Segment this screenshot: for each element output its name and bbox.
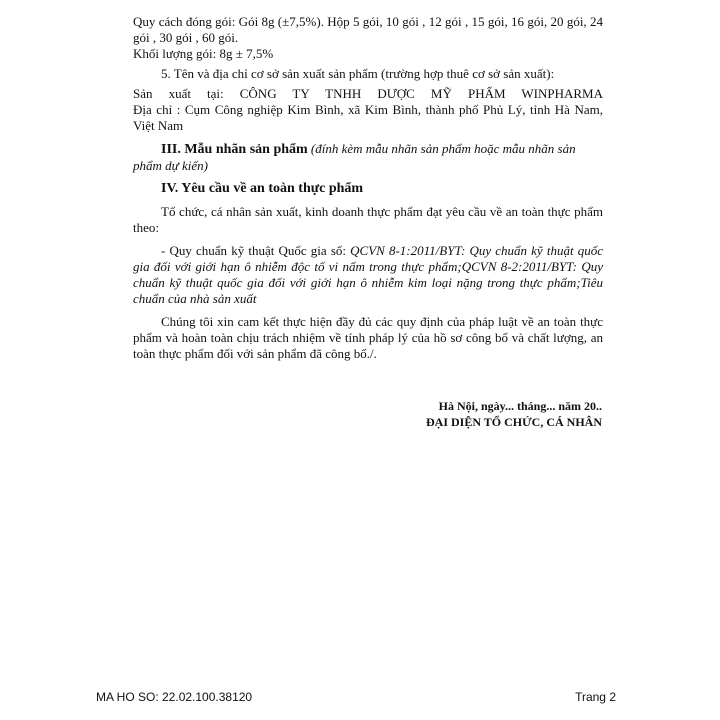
section-4-heading: IV. Yêu cầu về an toàn thực phẩm bbox=[161, 181, 364, 196]
section-3-heading: III. Mẫu nhãn sản phẩm bbox=[161, 142, 308, 157]
package-weight: Khối lượng gói: 8g ± 7,5% bbox=[133, 46, 274, 61]
dossier-code: MA HO SO: 22.02.100.38120 bbox=[96, 690, 253, 704]
place-date: Hà Nội, ngày... tháng... năm 20.. bbox=[438, 399, 602, 413]
section-3 bbox=[133, 141, 603, 174]
commitment-statement: Chúng tôi xin cam kết thực hiện đầy đủ các quy định của pháp luật về an toàn thực phẩm và hoàn toàn chịu trách nhiệm về tính pháp lý của hồ sơ công bố và chất lượng, an toàn thực phẩm đối với sản phẩm đã công bố./. bbox=[133, 314, 603, 361]
regulation-prefix: - Quy chuẩn kỹ thuật Quốc gia số: bbox=[161, 243, 351, 258]
section-5-heading: 5. Tên và địa chỉ cơ sở sản xuất sản phẩm (trường hợp thuê cơ sở sản xuất): bbox=[161, 66, 555, 81]
packaging-spec: Quy cách đóng gói: Gói 8g (±7,5%). Hộp 5 gói, 10 gói , 12 gói , 15 gói, 16 gói, 20 gói, 24 gói , 30 gói , 60 gói. bbox=[133, 14, 603, 45]
regulation-text: QCVN 8-1:2011/BYT: Quy chuẩn kỹ thuật quốc gia đối với giới hạn ô nhiễm độc tố vi nấm trong thực phẩm;QCVN 8-2:2011/BYT: Quy chuẩn kỹ thuật quốc gia đối với giới hạn ô nhiễm kim loại nặng trong thực phẩm;Tiêu chuẩn của nhà sản xuất bbox=[133, 243, 603, 306]
representative-title: ĐẠI DIỆN TỔ CHỨC, CÁ NHÂN bbox=[425, 415, 602, 429]
page-number: Trang 2 bbox=[575, 690, 616, 704]
regulation-item bbox=[133, 243, 603, 307]
document-body bbox=[133, 14, 603, 362]
manufacturer-address: Địa chỉ : Cụm Công nghiệp Kim Bình, xã Kim Bình, thành phố Phủ Lý, tỉnh Hà Nam, Việt Nam bbox=[133, 102, 603, 133]
manufacturer-name: Sản xuất tại: CÔNG TY TNHH DƯỢC MỸ PHẨM WINPHARMA bbox=[133, 86, 603, 101]
section-3-note: (đính kèm mẫu nhãn sản phẩm hoặc mẫu nhãn sản phẩm dự kiến) bbox=[133, 141, 576, 173]
safety-intro: Tổ chức, cá nhân sản xuất, kinh doanh thực phẩm đạt yêu cầu về an toàn thực phẩm theo: bbox=[133, 204, 603, 235]
signature-block bbox=[426, 398, 602, 430]
